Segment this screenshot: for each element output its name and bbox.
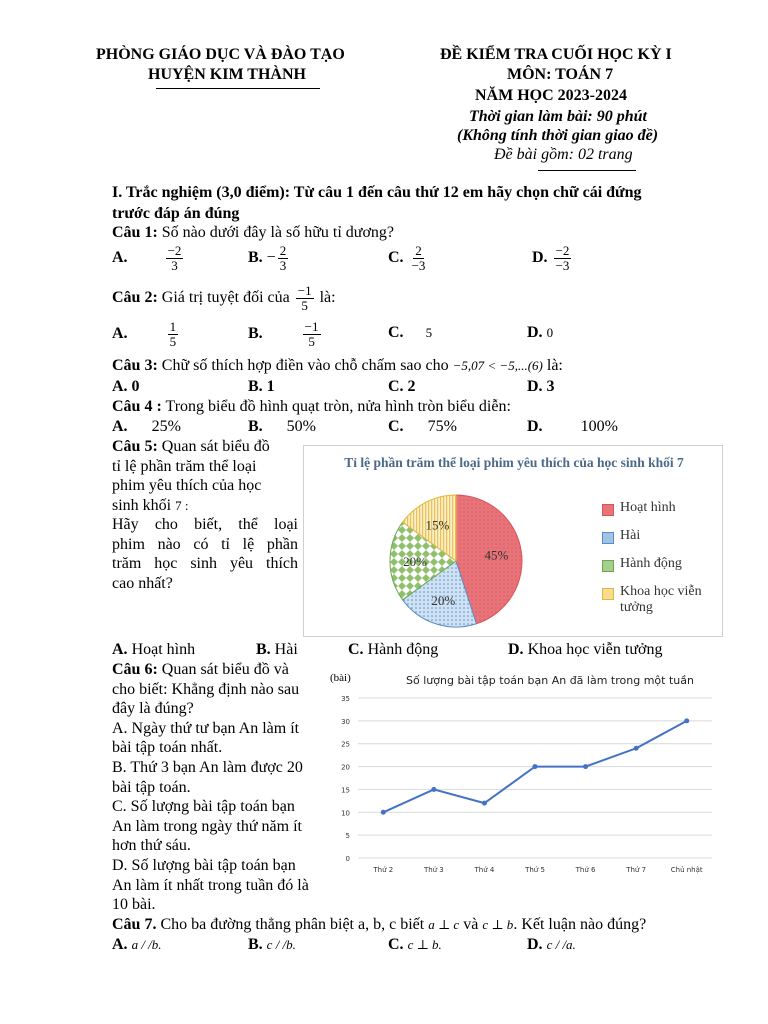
option-letter: C. [348, 641, 364, 658]
option-letter: B. [256, 641, 271, 658]
fraction: $\frac{1}{5}$ [169, 319, 177, 349]
relation: c ⊥ b [482, 917, 514, 932]
question-text: phim yêu thích của học [112, 477, 262, 494]
header-underline [156, 88, 320, 89]
duration: Thời gian làm bài: 90 phút [469, 108, 647, 125]
chart-title: Tỉ lệ phần trăm thể loại phim yêu thích của học sinh khối 7 [344, 455, 684, 470]
x-tick-label: Thứ 3 [423, 866, 444, 874]
question-text: Chữ số thích hợp điền vào chỗ chấm sao cho [161, 357, 449, 374]
question-text: hơn thứ sáu. [112, 837, 191, 855]
district-name: HUYỆN KIM THÀNH [148, 66, 306, 83]
q1-option-d[interactable] [532, 244, 573, 273]
option-letter: D. [527, 936, 543, 953]
data-point [381, 810, 386, 815]
question-tail: là: [546, 357, 563, 374]
question-label: Câu 1: [112, 224, 158, 241]
data-point [431, 787, 436, 792]
option-value: Hài [274, 641, 298, 658]
q3-option-b[interactable]: B. 1 [248, 378, 275, 395]
option-letter: D. [508, 641, 524, 658]
question-text: Trong biểu đồ hình quạt tròn, nửa hình tròn biểu diễn: [165, 398, 511, 415]
question-text: cao nhất? [112, 574, 173, 592]
question-text: phim nào có tỉ lệ phần [112, 535, 298, 553]
q3-option-a[interactable]: A. 0 [112, 378, 140, 395]
question-label: Câu 2: [112, 289, 158, 307]
fraction: $\frac{2}{3}$ [279, 243, 287, 273]
option-letter: A. [112, 936, 128, 953]
y-tick-label: 25 [341, 740, 350, 749]
data-point [583, 764, 588, 769]
data-point [482, 801, 487, 806]
option-letter: A. [112, 325, 128, 343]
question-text: Quan sát biểu đồ và [161, 661, 289, 678]
question-tail: . Kết luận nào đúng? [513, 916, 647, 933]
option-letter: C. [388, 936, 404, 953]
option-letter: B. [248, 249, 263, 267]
x-tick-label: Thứ 2 [373, 866, 394, 874]
question-text: Hãy cho biết, thể loại [112, 516, 298, 533]
question-text: An làm trong ngày thứ năm ít [112, 817, 302, 835]
option-letter: A. [112, 418, 128, 435]
question-text: Cho ba đường thẳng phân biệt a, b, c biết [160, 916, 425, 933]
option-value: 5 [425, 325, 433, 340]
question-label: Câu 6: [112, 661, 158, 678]
q1-option-b[interactable] [248, 244, 290, 273]
q1-option-c[interactable] [388, 244, 429, 273]
option-letter: A. [112, 249, 128, 267]
question-1 [112, 224, 394, 242]
q4-option-a[interactable] [112, 418, 181, 436]
q7-option-a[interactable] [112, 936, 162, 954]
question-text: Giá trị tuyệt đối của [161, 289, 290, 307]
legend-item [602, 528, 718, 544]
q4-option-c[interactable] [388, 418, 457, 436]
section-title-line2: trước đáp án đúng [112, 205, 240, 222]
pie-data-label: 45% [484, 547, 509, 563]
option-value: 50% [286, 418, 316, 435]
question-text: bài tập toán nhất. [112, 739, 223, 757]
line-chart [330, 668, 720, 890]
x-tick-label: Thứ 5 [525, 866, 545, 874]
option-letter: C. [388, 249, 404, 267]
q3-option-d[interactable]: D. 3 [527, 378, 555, 395]
y-tick-label: 15 [341, 786, 350, 795]
fraction: $\frac{-2}{3}$ [167, 243, 182, 273]
option-value: 100% [580, 418, 618, 435]
subject: MÔN: TOÁN 7 [507, 66, 614, 83]
option-letter: C. [388, 324, 404, 341]
option-value: Hành động [367, 641, 439, 658]
option-value: c / /b. [266, 937, 296, 952]
legend-label: Hài [620, 528, 641, 543]
q7-option-d[interactable] [527, 936, 576, 954]
x-tick-label: Thứ 6 [575, 866, 596, 874]
q5-option-a[interactable] [112, 641, 195, 659]
q3-option-c[interactable]: C. 2 [388, 378, 416, 395]
y-tick-label: 10 [341, 809, 350, 818]
y-axis-unit: (bài) [330, 672, 351, 684]
q4-option-b[interactable] [248, 418, 316, 436]
option-value: a / /b. [131, 937, 162, 952]
question-5 [112, 437, 298, 593]
q7-option-c[interactable] [388, 936, 442, 954]
question-text: trăm học sinh yêu thích [112, 555, 298, 572]
school-department: PHÒNG GIÁO DỤC VÀ ĐÀO TẠO [96, 46, 345, 63]
legend-item [602, 500, 718, 516]
grade-number: 7 : [175, 497, 189, 513]
chart-legend [602, 500, 718, 616]
fraction: $\frac{-1}{5}$ [304, 319, 319, 349]
question-7 [112, 916, 646, 934]
question-text: sinh khối [112, 496, 172, 514]
legend-swatch [602, 504, 614, 516]
y-tick-label: 20 [341, 763, 350, 772]
option-value: Hoạt hình [131, 641, 196, 658]
section-title: I. Trắc nghiệm (3,0 điểm): Từ câu 1 đến câu thứ 12 em hãy chọn chữ cái đứng [112, 184, 642, 201]
option-letter: B. [248, 325, 263, 343]
option-value: Khoa học viễn tưởng [527, 641, 663, 658]
option-value: c / /a. [546, 937, 576, 952]
data-point [634, 746, 639, 751]
question-text: đây là đúng? [112, 700, 194, 718]
question-3 [112, 357, 563, 375]
q2-option-b[interactable] [248, 320, 323, 349]
question-tail: là: [319, 289, 336, 307]
x-tick-label: Thứ 7 [626, 866, 647, 874]
legend-label: Hành động [620, 556, 682, 571]
x-tick-label: Thứ 4 [474, 866, 495, 874]
legend-swatch [602, 560, 614, 572]
q6-statement-c[interactable]: C. Số lượng bài tập toán bạn [112, 798, 295, 816]
q2-option-d[interactable] [527, 324, 553, 342]
q4-option-d[interactable] [527, 418, 618, 436]
exam-title: ĐỀ KIỂM TRA CUỐI HỌC KỲ I [440, 46, 672, 63]
question-text: tỉ lệ phần trăm thể loại [112, 457, 257, 475]
option-letter: D. [527, 418, 543, 435]
option-value: 0 [546, 325, 554, 340]
q2-option-c[interactable] [388, 324, 432, 342]
data-point [533, 764, 538, 769]
pie-data-label: 15% [425, 517, 450, 533]
question-text: bài tập toán. [112, 778, 191, 796]
q6-statement-d[interactable]: D. Số lượng bài tập toán bạn [112, 856, 296, 874]
line-plot [330, 690, 720, 890]
pie-data-label: 20% [431, 592, 456, 608]
option-letter: D. [527, 324, 543, 341]
q2-option-a[interactable] [112, 320, 180, 349]
option-letter: D. [532, 249, 548, 267]
pie-data-label: 20% [403, 554, 428, 569]
question-label: Câu 3: [112, 357, 158, 374]
y-tick-label: 35 [341, 695, 350, 703]
option-letter: A. [112, 641, 128, 658]
q5-option-d[interactable] [508, 641, 662, 659]
minus-sign: − [266, 249, 276, 267]
y-tick-label: 30 [341, 717, 350, 726]
legend-swatch [602, 532, 614, 544]
question-text: cho biết: Khẳng định nào sau [112, 680, 300, 698]
legend-label: Khoa học viễn tưởng [620, 584, 702, 615]
question-text: Quan sát biểu đồ [161, 438, 270, 455]
q1-option-a[interactable] [112, 244, 185, 273]
y-tick-label: 5 [345, 832, 350, 841]
question-text: 10 bài. [112, 896, 156, 914]
q6-statement-b[interactable]: B. Thứ 3 bạn An làm được 20 [112, 758, 303, 776]
fraction: $\frac{-1}{5}$ [297, 283, 312, 313]
duration-note: (Không tính thời gian giao đề) [457, 127, 659, 144]
question-label: Câu 5: [112, 438, 158, 455]
header-rule [538, 170, 636, 171]
q5-option-b[interactable] [256, 641, 298, 659]
question-6 [112, 660, 352, 915]
school-year: NĂM HỌC 2023-2024 [475, 87, 627, 104]
legend-item [602, 556, 718, 572]
question-label: Câu 4 : [112, 398, 162, 415]
x-tick-label: Chủ nhật [670, 866, 703, 874]
inequality: −5,07 < −5,...(6) [452, 358, 543, 373]
option-value: c ⊥ b. [407, 937, 442, 952]
option-letter: C. [388, 418, 404, 435]
legend-swatch [602, 588, 614, 600]
question-label: Câu 7. [112, 916, 157, 933]
legend-item [602, 584, 718, 616]
page-count: Đề bài gồm: 02 trang [494, 146, 633, 163]
fraction: $\frac{2}{-3}$ [411, 243, 426, 273]
question-2 [112, 284, 336, 313]
option-letter: B. [248, 418, 263, 435]
q5-option-c[interactable] [348, 641, 438, 659]
fraction: $\frac{-2}{-3}$ [555, 243, 570, 273]
question-text: An làm ít nhất trong tuần đó là [112, 876, 309, 894]
y-tick-label: 0 [345, 855, 350, 863]
option-value: 25% [151, 418, 181, 435]
q7-option-b[interactable] [248, 936, 296, 954]
option-value: 75% [427, 418, 457, 435]
question-4 [112, 398, 511, 416]
chart-title: Số lượng bài tập toán bạn An đã làm trong một tuần [406, 674, 694, 687]
q6-statement-a[interactable]: A. Ngày thứ tư bạn An làm ít [112, 719, 300, 737]
question-text: Số nào dưới đây là số hữu tỉ dương? [161, 224, 395, 241]
relation: a ⊥ c [428, 917, 460, 932]
option-letter: B. [248, 936, 263, 953]
pie-chart [303, 445, 723, 637]
legend-label: Hoạt hình [620, 500, 676, 515]
question-text: và [463, 916, 479, 933]
data-point [684, 718, 689, 723]
pie-plot [374, 494, 534, 634]
